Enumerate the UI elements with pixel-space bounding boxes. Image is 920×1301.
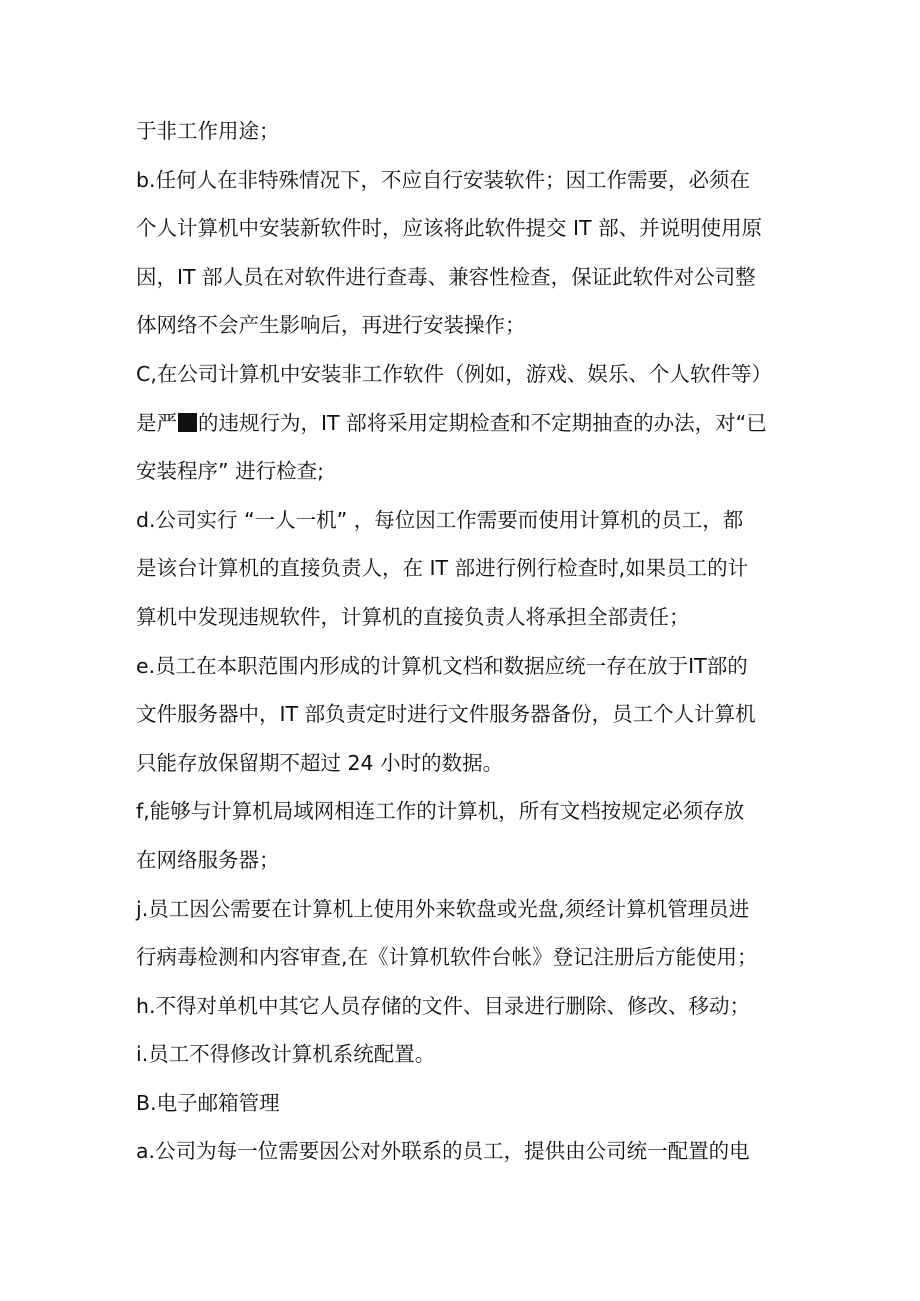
text-line: 安装程序” 进行检查; (136, 459, 325, 484)
document-body (136, 107, 816, 1176)
text-line: C,在公司计算机中安装非工作软件（例如，游戏、娱乐、个人软件等） (136, 361, 772, 386)
text-line: 行病毒检测和内容审查,在《计算机软件台帐》登记注册后方能使用； (136, 945, 758, 970)
text-line: 在网络服务器； (136, 847, 280, 872)
text-line: 文件服务器中，IT 部负责定时进行文件服务器备份，员工个人计算机 (136, 702, 756, 727)
text-line: h.不得对单机中其它人员存储的文件、目录进行删除、修改、移动； (136, 993, 751, 1018)
text-line: e.员工在本职范围内形成的计算机文档和数据应统一存在放于IT部的 (136, 653, 748, 678)
text-line: 是该台计算机的直接负责人，在 IT 部进行例行检查时,如果员工的计 (136, 556, 749, 581)
text-line: B.电子邮箱管理 (136, 1090, 280, 1115)
text-line: d.公司实行 “一人一机” ，每位因工作需要而使用计算机的员工，都 (136, 507, 744, 532)
text-line: 体网络不会产生影响后，再进行安装操作； (136, 313, 526, 338)
text-segment: 的违规行为，IT 部将采用定期检查和不定期抽查的办法，对“已 (198, 410, 767, 435)
text-line: b.任何人在非特殊情况下，不应自行安装软件；因工作需要，必须在 (136, 167, 751, 192)
text-line: a.公司为每一位需要因公对外联系的员工，提供由公司统一配置的电 (136, 1139, 750, 1164)
text-line: i.员工不得修改计算机系统配置。 (136, 1042, 436, 1067)
text-line (136, 399, 816, 448)
text-line: j.员工因公需要在计算机上使用外来软盘或光盘,须经计算机管理员进 (136, 896, 750, 921)
text-line: 个人计算机中安装新软件时，应该将此软件提交 IT 部、并说明使用原 (136, 216, 763, 241)
text-line: 于非工作用途； (136, 119, 280, 143)
text-line: 算机中发现违规软件，计算机的直接负责人将承担全部责任； (136, 604, 690, 629)
redaction-mark (178, 413, 197, 432)
text-line: f,能够与计算机局域网相连工作的计算机，所有文档按规定必须存放 (136, 799, 745, 824)
text-line: 只能存放保留期不超过 24 小时的数据。 (136, 750, 504, 775)
text-segment: 是严 (136, 410, 177, 435)
text-line: 因，IT 部人员在对软件进行查毒、兼容性检查，保证此软件对公司整 (136, 264, 756, 289)
